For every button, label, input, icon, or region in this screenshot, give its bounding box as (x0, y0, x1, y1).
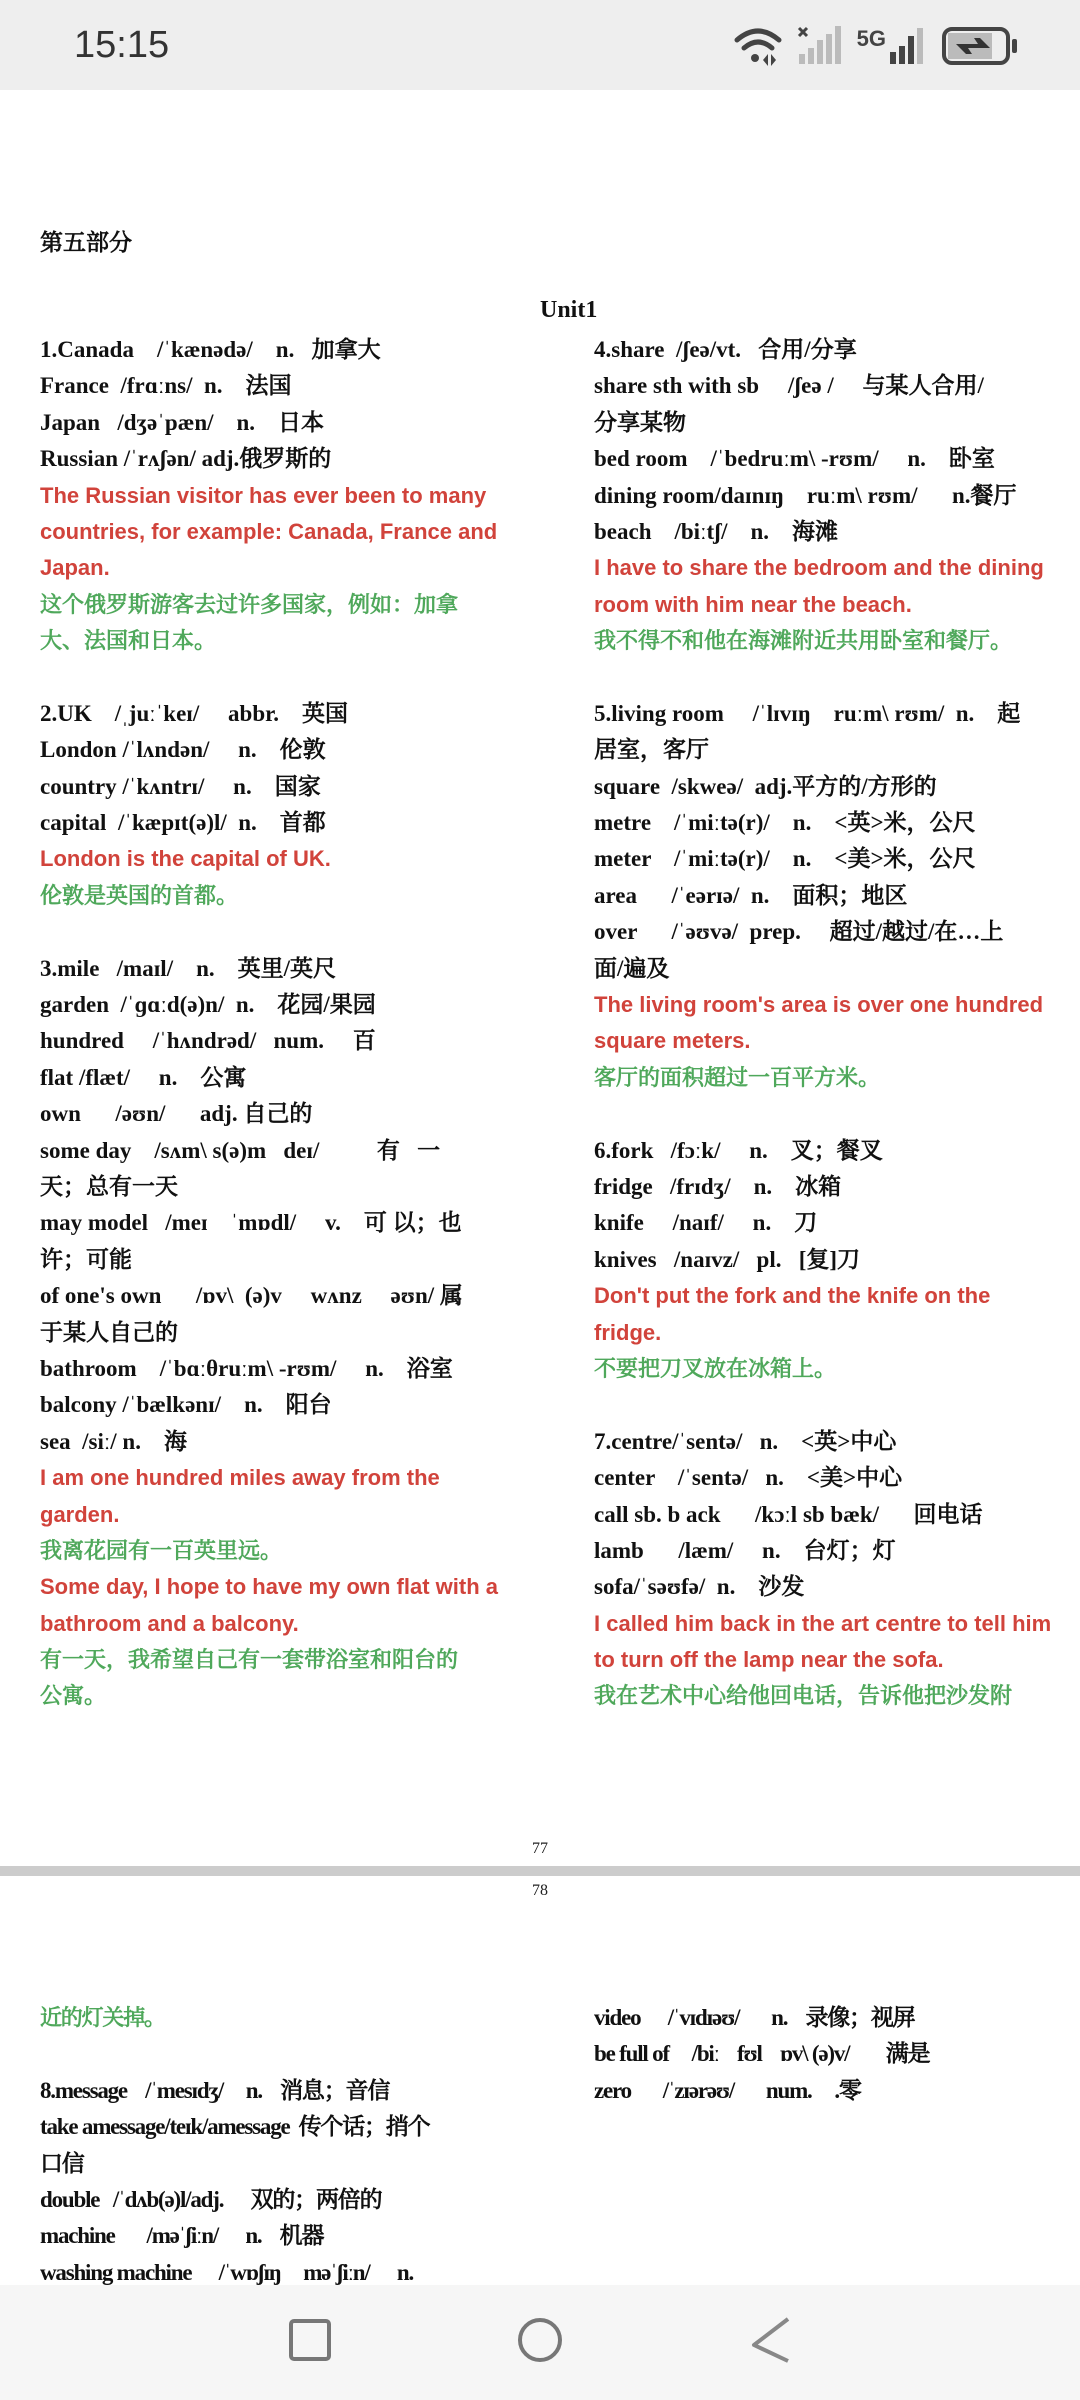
vocab-line: share sth with sb /ʃeə / 与某人合用/ (594, 373, 984, 399)
blank-line (594, 660, 1074, 696)
blank-line (594, 1096, 1074, 1132)
vocab-line: washing machine /ˈwɒʃɪŋ məˈʃiːn/ n. (40, 2259, 414, 2285)
vocab-line: knife /naɪf/ n. 刀 (594, 1210, 818, 1236)
example-sentence: room with him near the beach. (594, 591, 912, 617)
vocab-line: Russian /ˈrʌʃən/ adj.俄罗斯的 (40, 446, 332, 472)
sentence-translation: 公寓。 (40, 1683, 107, 1709)
vocab-line: be full of /biː fʊl ɒv\ (ə)v/ 满是 (594, 2041, 930, 2067)
vocab-line: double /ˈdʌb(ə)l/adj. 双的；两倍的 (40, 2186, 382, 2212)
recents-button[interactable] (285, 2315, 335, 2365)
vocab-line: 1.Canada /ˈkænədə/ n. 加拿大 (40, 337, 381, 362)
vocab-line: square /skweə/ adj.平方的/方形的 (594, 773, 937, 799)
vocab-line: dining room/daɪnɪŋ ruːm\ rʊm/ n.餐厅 (594, 482, 1017, 508)
wifi-icon (733, 26, 783, 66)
example-sentence: fridge. (594, 1319, 662, 1345)
example-sentence: I called him back in the art centre to tell him (594, 1610, 1052, 1636)
sentence-translation: 客厅的面积超过一百平方米。 (594, 1064, 881, 1090)
network-label: 5G (856, 26, 886, 51)
vocab-line: zero /ˈzɪərəʊ/ num. .零 (594, 2077, 861, 2103)
example-sentence: London is the capital of UK. (40, 846, 331, 872)
vocab-line: flat /flæt/ n. 公寓 (40, 1064, 247, 1090)
sentence-translation: 近的灯关掉。 (40, 2005, 165, 2030)
right-column (594, 332, 1074, 1715)
vocab-line: call sb. b ack /kɔːl sb bæk/ 回电话 (594, 1501, 983, 1527)
sentence-translation: 我离花园有一百英里远。 (40, 1537, 283, 1563)
example-sentence: I am one hundred miles away from the (40, 1465, 440, 1491)
vocab-line: 居室，客厅 (594, 737, 709, 763)
sentence-translation: 我在艺术中心给他回电话，告诉他把沙发附 (594, 1683, 1013, 1709)
vocab-line: 3.mile /maɪl/ n. 英里/英尺 (40, 955, 337, 981)
example-sentence: The living room's area is over one hundred (594, 992, 1044, 1018)
vocab-line: own /əʊn/ adj. 自己的 (40, 1101, 313, 1127)
example-sentence: I have to share the bedroom and the dining (594, 555, 1044, 581)
vocab-line: France /frɑːns/ n. 法国 (40, 373, 292, 399)
vocab-line: some day /sʌm\ s(ə)m deɪ/ 有 一 (40, 1137, 441, 1163)
vocab-line: knives /naɪvz/ pl. [复]刀 (594, 1246, 861, 1272)
vocab-line: country /ˈkʌntrɪ/ n. 国家 (40, 773, 321, 799)
vocab-line: 口信 (40, 2150, 84, 2176)
status-time: 15:15 (74, 24, 170, 66)
vocab-line: video /ˈvɪdɪəʊ/ n. 录像；视屏 (594, 2005, 915, 2030)
sentence-translation: 伦敦是英国的首都。 (40, 882, 239, 908)
sentence-translation: 我不得不和他在海滩附近共用卧室和餐厅。 (594, 628, 1013, 654)
example-sentence: square meters. (594, 1028, 751, 1054)
back-button[interactable] (748, 2315, 798, 2365)
vocab-line: garden /ˈɡɑːd(ə)n/ n. 花园/果园 (40, 992, 376, 1018)
vocab-line: balcony /ˈbælkənɪ/ n. 阳台 (40, 1392, 332, 1418)
vocab-line: 于某人自己的 (40, 1319, 178, 1345)
sentence-translation: 不要把刀叉放在冰箱上。 (594, 1355, 837, 1381)
page-number: 77 (532, 1840, 548, 1857)
vocab-line: meter /ˈmiːtə(r)/ n. <美>米，公尺 (594, 846, 976, 872)
blank-line (40, 914, 530, 950)
document-page-78 (0, 1876, 1080, 2286)
example-sentence: countries, for example: Canada, France and (40, 518, 498, 544)
example-sentence: Some day, I hope to have my own flat with a (40, 1574, 499, 1600)
vocab-line: 天；总有一天 (40, 1173, 178, 1199)
example-sentence: Japan. (40, 555, 110, 581)
vocab-line: 分享某物 (594, 409, 686, 435)
vocab-line: machine /məˈʃiːn/ n. 机器 (40, 2223, 324, 2249)
example-sentence: garden. (40, 1501, 120, 1527)
vocab-line: lamb /læm/ n. 台灯；灯 (594, 1537, 896, 1563)
example-sentence: to turn off the lamp near the sofa. (594, 1647, 944, 1673)
blank-line (40, 660, 530, 696)
sentence-translation: 这个俄罗斯游客去过许多国家，例如：加拿 (40, 591, 459, 617)
sentence-translation: 有一天，我希望自己有一套带浴室和阳台的 (40, 1647, 459, 1673)
home-button[interactable] (515, 2315, 565, 2365)
signal-5g-icon (888, 26, 928, 66)
status-icons (733, 26, 1020, 66)
right-column (594, 2000, 1074, 2109)
vocab-line: over /ˈəʊvə/ prep. 超过/越过/在…上 (594, 919, 1004, 945)
vocab-line: hundred /ˈhʌndrəd/ num. 百 (40, 1028, 376, 1054)
battery-charging-icon (942, 26, 1020, 66)
blank-line (594, 1387, 1074, 1423)
document-page-77 (0, 90, 1080, 1863)
navigation-bar (0, 2285, 1080, 2400)
vocab-line: beach /biːtʃ/ n. 海滩 (594, 518, 839, 544)
page-divider (0, 1866, 1080, 1876)
vocab-line: of one's own /ɒv\ (ə)v wʌnz əʊn/ 属 (40, 1283, 463, 1309)
signal-x-icon (797, 26, 843, 66)
example-sentence: bathroom and a balcony. (40, 1610, 299, 1636)
vocab-line: 7.centre/ˈsentə/ n. <英>中心 (594, 1428, 897, 1454)
vocab-line: sea /siː/ n. 海 (40, 1428, 187, 1454)
vocab-line: 8.message /ˈmesɪdʒ/ n. 消息；音信 (40, 2077, 390, 2103)
vocab-line: may model /meɪ ˈmɒdl/ v. 可 以；也 (40, 1210, 462, 1236)
page-number: 78 (532, 1882, 548, 1899)
unit-title: Unit1 (540, 297, 598, 323)
left-column (40, 2000, 530, 2291)
vocab-line: fridge /frɪdʒ/ n. 冰箱 (594, 1173, 842, 1199)
vocab-line: Japan /dʒəˈpæn/ n. 日本 (40, 409, 325, 435)
status-bar (0, 0, 1080, 90)
vocab-line: bathroom /ˈbɑːθruːm\ -rʊm/ n. 浴室 (40, 1355, 453, 1381)
left-column (40, 332, 530, 1715)
sentence-translation: 大、法国和日本。 (40, 628, 217, 654)
vocab-line: center /ˈsentə/ n. <美>中心 (594, 1465, 903, 1491)
vocab-line: 5.living room /ˈlɪvɪŋ ruːm\ rʊm/ n. 起 (594, 700, 1021, 726)
example-sentence: The Russian visitor has ever been to many (40, 482, 487, 508)
vocab-line: 面/遍及 (594, 955, 670, 981)
vocab-line: London /ˈlʌndən/ n. 伦敦 (40, 737, 326, 763)
vocab-line: capital /ˈkæpɪt(ə)l/ n. 首都 (40, 810, 326, 836)
section-title: 第五部分 (40, 230, 132, 255)
network-type (857, 26, 928, 66)
vocab-line: take amessage/teɪk/amessage 传个话；捎个 (40, 2114, 430, 2140)
vocab-line: bed room /ˈbedruːm\ -rʊm/ n. 卧室 (594, 446, 995, 472)
vocab-line: 许；可能 (40, 1246, 132, 1272)
vocab-line: area /ˈeərɪə/ n. 面积；地区 (594, 882, 908, 908)
vocab-line: 6.fork /fɔːk/ n. 叉；餐叉 (594, 1137, 883, 1163)
vocab-line: 2.UK /ˌjuːˈkeɪ/ abbr. 英国 (40, 700, 348, 726)
blank-line (40, 2036, 530, 2072)
vocab-line: sofa/ˈsəʊfə/ n. 沙发 (594, 1574, 805, 1600)
example-sentence: Don't put the fork and the knife on the (594, 1283, 991, 1309)
vocab-line: metre /ˈmiːtə(r)/ n. <英>米，公尺 (594, 810, 976, 836)
vocab-line: 4.share /ʃeə/vt. 合用/分享 (594, 337, 857, 362)
